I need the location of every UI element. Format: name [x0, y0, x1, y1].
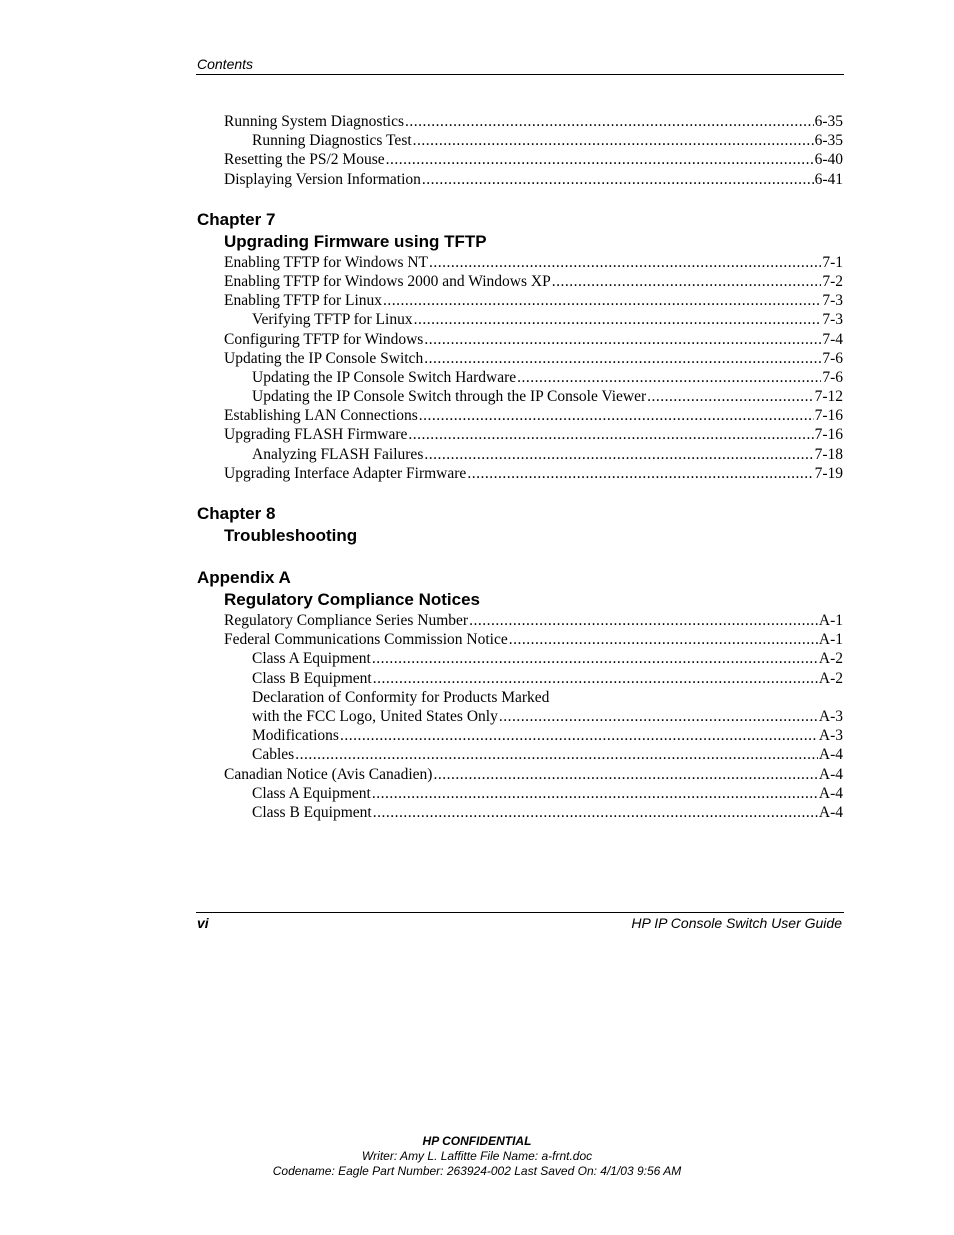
toc-entry-page: A-2: [818, 650, 843, 668]
toc-group: [197, 567, 843, 822]
confidential-block: [0, 1134, 954, 1179]
toc-entry-title: Updating the IP Console Switch: [224, 349, 424, 367]
dot-leader: [373, 669, 818, 688]
toc-entry[interactable]: [197, 803, 843, 822]
toc-group: [197, 112, 843, 189]
page-number: vi: [197, 915, 209, 931]
toc-entry-page: A-4: [818, 803, 843, 821]
toc-entry-title: Running System Diagnostics: [224, 113, 404, 130]
toc-entry-page: 7-16: [814, 407, 843, 425]
dot-leader: [552, 272, 822, 291]
dot-leader: [340, 726, 818, 745]
table-of-contents: [197, 112, 843, 822]
toc-entry-title: Running Diagnostics Test: [252, 132, 412, 150]
dot-leader: [414, 310, 822, 329]
guide-title: HP IP Console Switch User Guide: [631, 915, 842, 931]
toc-entry[interactable]: [197, 630, 843, 649]
writer-line: Writer: Amy L. Laffitte File Name: a-frnt.doc: [361, 1149, 593, 1163]
dot-leader: [408, 425, 813, 444]
toc-entry[interactable]: [197, 253, 843, 272]
toc-entry[interactable]: [197, 784, 843, 803]
toc-entry-page: 7-19: [814, 464, 843, 482]
toc-entry[interactable]: [197, 150, 843, 169]
toc-entry[interactable]: [197, 464, 843, 483]
dot-leader: [405, 112, 814, 131]
toc-entry-page: A-1: [818, 631, 843, 649]
toc-entry[interactable]: [197, 330, 843, 349]
dot-leader: [373, 803, 818, 822]
header-rule: [196, 74, 844, 75]
toc-entry-title: Canadian Notice (Avis Canadien): [224, 765, 433, 783]
toc-entry-title: Enabling TFTP for Windows 2000 and Windows XP: [224, 272, 551, 290]
toc-entry-page: A-4: [818, 784, 843, 802]
toc-entry-title: Upgrading Interface Adapter Firmware: [224, 464, 467, 482]
toc-entry-page: A-4: [818, 746, 843, 764]
codename-line: Codename: Eagle Part Number: 263924-002 Last Saved On: 4/1/03 9:56 AM: [272, 1164, 682, 1178]
toc-entry[interactable]: [197, 349, 843, 368]
toc-entry-title: Updating the IP Console Switch Hardware: [252, 368, 517, 386]
toc-entry-page: A-3: [818, 707, 843, 725]
toc-entry-title: Class A Equipment: [252, 784, 371, 802]
toc-entry[interactable]: [197, 112, 843, 131]
toc-entry-title: Establishing LAN Connections: [224, 407, 418, 425]
toc-entry-page: 7-6: [822, 368, 843, 386]
dot-leader: [424, 330, 821, 349]
toc-entry[interactable]: [197, 688, 843, 707]
dot-leader: [372, 649, 818, 668]
toc-entry[interactable]: [197, 291, 843, 310]
toc-entry[interactable]: [197, 131, 843, 150]
toc-entry-title: Configuring TFTP for Windows: [224, 330, 424, 348]
toc-entry-page: 7-3: [822, 311, 843, 329]
dot-leader: [413, 131, 814, 150]
toc-entry-title: Class B Equipment: [252, 803, 372, 821]
toc-entry-title: Enabling TFTP for Linux: [224, 292, 383, 310]
toc-entry-page: 7-16: [814, 426, 843, 444]
chapter-title: Upgrading Firmware using TFTP: [224, 231, 487, 251]
dot-leader: [509, 630, 818, 649]
toc-entry-page: 7-18: [814, 445, 843, 463]
dot-leader: [433, 765, 817, 784]
toc-entry[interactable]: [197, 726, 843, 745]
toc-entry-page: 7-6: [822, 349, 843, 367]
toc-entry-title: Modifications: [252, 727, 339, 745]
toc-entry-title: Resetting the PS/2 Mouse: [224, 151, 385, 169]
toc-entry-page: A-1: [818, 612, 843, 629]
toc-entry-title: Declaration of Conformity for Products Marked: [252, 688, 550, 706]
toc-entry[interactable]: [197, 765, 843, 784]
confidential-label: HP CONFIDENTIAL: [422, 1134, 532, 1148]
dot-leader: [499, 707, 818, 726]
toc-entry[interactable]: [197, 406, 843, 425]
toc-entry-page: 7-3: [822, 292, 843, 310]
toc-entry[interactable]: [197, 445, 843, 464]
toc-entry[interactable]: [197, 310, 843, 329]
toc-entry-title: Class B Equipment: [252, 669, 372, 687]
toc-entry-page: 7-4: [822, 330, 843, 348]
toc-entry[interactable]: [197, 272, 843, 291]
toc-entry-page: A-3: [818, 727, 843, 745]
toc-group: [197, 209, 843, 483]
dot-leader: [469, 611, 818, 630]
toc-entry-page: 7-12: [814, 388, 843, 406]
footer-rule: [196, 912, 844, 913]
toc-entry-title: Enabling TFTP for Windows NT: [224, 253, 429, 271]
toc-entry[interactable]: [197, 707, 843, 726]
toc-entry-page: 6-41: [814, 170, 843, 188]
chapter-title: Regulatory Compliance Notices: [224, 590, 481, 609]
dot-leader: [372, 784, 818, 803]
chapter-label: Chapter 8: [197, 504, 276, 523]
toc-entry-page: 6-35: [814, 113, 843, 130]
dot-leader: [422, 170, 814, 189]
toc-entry-page: A-2: [818, 669, 843, 687]
chapter-title: Troubleshooting: [224, 526, 358, 545]
toc-entry[interactable]: [197, 611, 843, 630]
toc-entry[interactable]: [197, 368, 843, 387]
toc-entry[interactable]: [197, 745, 843, 764]
dot-leader: [419, 406, 814, 425]
toc-entry-title: Class A Equipment: [252, 650, 371, 668]
toc-entry-page: A-4: [818, 765, 843, 783]
toc-entry-title: Analyzing FLASH Failures: [252, 445, 424, 463]
toc-entry-title: with the FCC Logo, United States Only: [252, 707, 498, 725]
toc-entry-title: Regulatory Compliance Series Number: [224, 612, 469, 629]
chapter-label: Chapter 7: [197, 209, 276, 229]
toc-entry-page: 7-1: [822, 253, 843, 271]
toc-entry-title: Updating the IP Console Switch through the IP Console Viewer: [252, 388, 647, 406]
toc-entry[interactable]: [197, 669, 843, 688]
toc-group: [197, 503, 843, 547]
toc-entry-title: Cables: [252, 746, 295, 764]
dot-leader: [429, 253, 821, 272]
toc-entry-title: Verifying TFTP for Linux: [252, 311, 413, 329]
toc-entry-title: Upgrading FLASH Firmware: [224, 426, 408, 444]
dot-leader: [467, 464, 813, 483]
dot-leader: [295, 745, 818, 764]
running-header: Contents: [197, 56, 254, 72]
dot-leader: [424, 445, 813, 464]
toc-entry-page: 6-40: [814, 151, 843, 169]
toc-entry[interactable]: [197, 425, 843, 444]
chapter-label: Appendix A: [197, 568, 291, 587]
dot-leader: [647, 387, 813, 406]
dot-leader: [386, 150, 814, 169]
dot-leader: [383, 291, 821, 310]
toc-entry-page: 6-35: [814, 132, 843, 150]
toc-entry[interactable]: [197, 170, 843, 189]
toc-entry-page: 7-2: [822, 272, 843, 290]
dot-leader: [424, 349, 821, 368]
toc-entry[interactable]: [197, 649, 843, 668]
toc-entry-title: Federal Communications Commission Notice: [224, 631, 508, 649]
toc-entry-title: Displaying Version Information: [224, 170, 421, 188]
toc-entry[interactable]: [197, 387, 843, 406]
dot-leader: [517, 368, 821, 387]
